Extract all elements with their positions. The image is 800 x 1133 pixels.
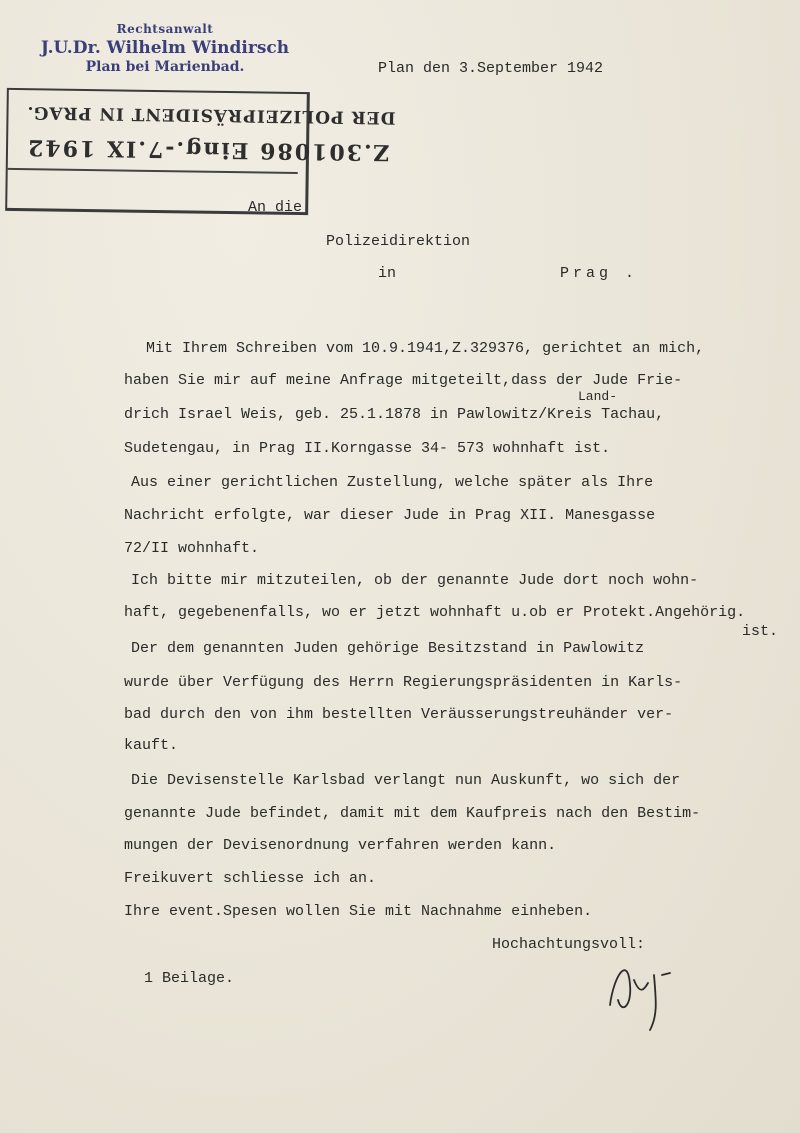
letterhead-place: Plan bei Marienbad.	[85, 59, 245, 75]
body-line: haft, gegebenenfalls, wo er jetzt wohnhaft u.ob er Protekt.Angehörig.	[124, 604, 746, 621]
stamp-divider	[8, 168, 298, 174]
body-line: drich Israel Weis, geb. 25.1.1878 in Pawlowitz/Kreis Tachau,	[124, 406, 665, 423]
body-insertion: Land-	[578, 389, 618, 404]
body-line: Der dem genannten Juden gehörige Besitzstand in Pawlowitz	[131, 640, 645, 657]
body-line: Mit Ihrem Schreiben vom 10.9.1941,Z.329376, gerichtet an mich,	[146, 340, 705, 357]
closing: Hochachtungsvoll:	[492, 936, 646, 953]
body-line: Die Devisenstelle Karlsbad verlangt nun Auskunft, wo sich der	[131, 772, 681, 789]
body-line: genannte Jude befindet, damit mit dem Kaufpreis nach den Bestim-	[124, 805, 701, 822]
body-line: Nachricht erfolgte, war dieser Jude in Prag XII. Manesgasse	[124, 507, 656, 524]
recipient-an-die: An die	[248, 199, 303, 216]
body-line: Sudetengau, in Prag II.Korngasse 34- 573 wohnhaft ist.	[124, 440, 611, 457]
body-line: Ihre event.Spesen wollen Sie mit Nachnahme einheben.	[124, 903, 593, 920]
body-line: wurde über Verfügung des Herrn Regierungspräsidenten in Karls-	[124, 674, 683, 691]
enclosure-note: 1 Beilage.	[144, 970, 235, 987]
recipient-city: Prag .	[560, 265, 639, 282]
body-line: kauft.	[124, 737, 179, 754]
stamp-number: Z.301086 Eing.-7.IX 1942	[25, 134, 390, 166]
letterhead-title: Rechtsanwalt	[116, 22, 214, 36]
recipient-in: in	[378, 265, 397, 282]
letterhead	[30, 22, 300, 75]
letter-date: Plan den 3.September 1942	[378, 60, 604, 77]
stamp-authority: DER POLIZEIPRÄSIDENT IN PRAG.	[26, 102, 396, 128]
letterhead-name: J.U.Dr. Wilhelm Windirsch	[40, 38, 290, 58]
recipient-name: Polizeidirektion	[326, 233, 471, 250]
body-line: bad durch den von ihm bestellten Veräusserungstreuhänder ver-	[124, 706, 674, 723]
body-line: haben Sie mir auf meine Anfrage mitgeteilt,dass der Jude Frie-	[124, 372, 683, 389]
receipt-stamp	[5, 88, 396, 215]
body-line: mungen der Devisenordnung verfahren werden kann.	[124, 837, 557, 854]
body-line: Freikuvert schliesse ich an.	[124, 870, 377, 887]
body-line: Ich bitte mir mitzuteilen, ob der genannte Jude dort noch wohn-	[131, 572, 699, 589]
body-line: ist.	[742, 623, 779, 640]
body-line: Aus einer gerichtlichen Zustellung, welche später als Ihre	[131, 474, 654, 491]
body-line: 72/II wohnhaft.	[124, 540, 260, 557]
signature	[600, 945, 680, 1035]
